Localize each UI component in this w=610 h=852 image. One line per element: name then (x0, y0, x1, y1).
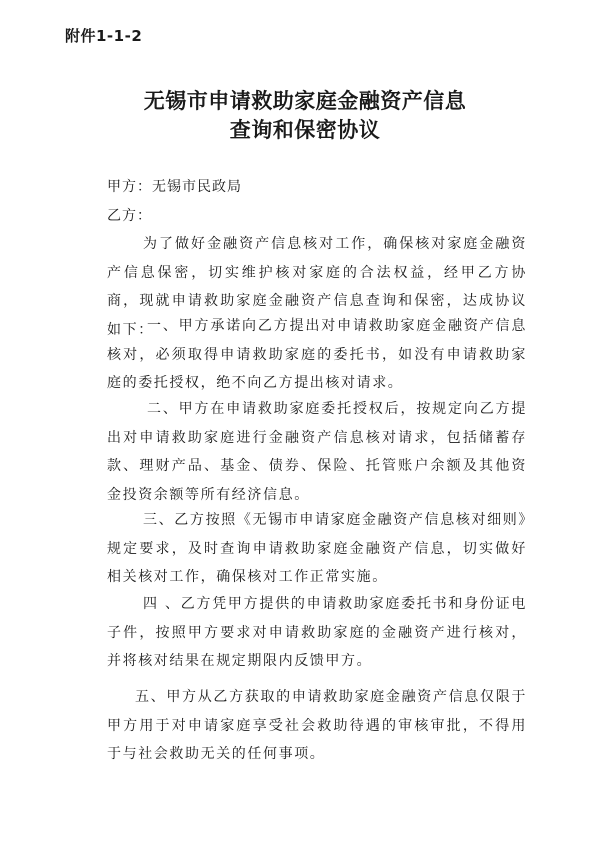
preamble-paragraph: 为了做好金融资产信息核对工作，确保核对家庭金融资产信息保密，切实维护核对家庭的合法权益，经甲乙方协商，现就申请救助家庭金融资产信息查询和保密，达成协议如下： (107, 236, 527, 338)
clause-2-paragraph: 二、甲方在申请救助家庭委托授权后，按规定向乙方提出对申请救助家庭进行金融资产信息核对请求，包括储蓄存款、理财产品、基金、债券、保险、托管账户余额及其他资金投资余额等所有经济信息。 (107, 401, 527, 503)
clause-4-paragraph: 四 、乙方凭甲方提供的申请救助家庭委托书和身份证电子件，按照甲方要求对申请救助家庭的金融资产进行核对，并将核对结果在规定期限内反馈甲方。 (107, 596, 527, 669)
clause-5-paragraph: 五、甲方从乙方获取的申请救助家庭金融资产信息仅限于甲方用于对申请家庭享受社会救助待遇的审核审批，不得用于与社会救助无关的任何事项。 (107, 689, 527, 762)
document-title-line-1: 无锡市申请救助家庭金融资产信息 (143, 89, 467, 113)
party-a: 甲方：无锡市民政局 (107, 179, 242, 195)
document-title-line-2: 查询和保密协议 (229, 118, 381, 142)
clause-3-paragraph: 三、乙方按照《无锡市申请家庭金融资产信息核对细则》规定要求，及时查询申请救助家庭金融资产信息，切实做好相关核对工作，确保核对工作正常实施。 (107, 512, 527, 585)
attachment-label: 附件1-1-2 (65, 27, 143, 45)
clause-1-paragraph: 一、甲方承诺向乙方提出对申请救助家庭金融资产信息核对，必须取得申请救助家庭的委托书，如没有申请救助家庭的委托授权，绝不向乙方提出核对请求。 (107, 318, 527, 391)
party-b: 乙方： (107, 208, 152, 224)
